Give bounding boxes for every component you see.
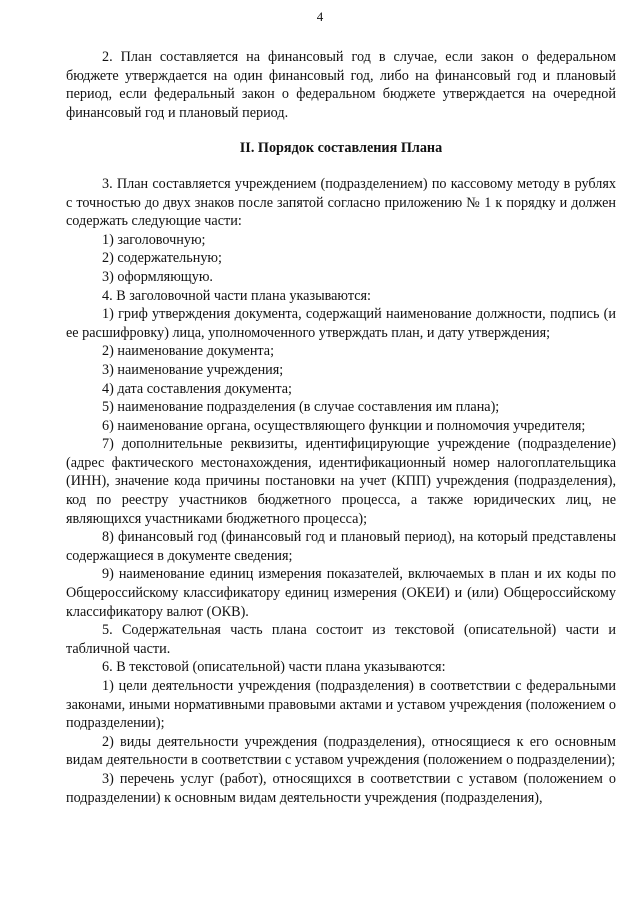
- paragraph-6: 6. В текстовой (описательной) части плана указываются:: [102, 659, 446, 676]
- list-item-content-part: 2) содержательную;: [102, 250, 222, 267]
- paragraph-4: 4. В заголовочной части плана указываются:: [102, 287, 371, 304]
- list-item-measurement-units: 9) наименование единиц измерения показателей, включаемых в план и их коды по Общероссийскому классификатору единиц измерения (ОКЕИ) и (или) Общероссийскому классификатору валют (ОКВ).: [66, 566, 616, 620]
- list-item-subdivision-name: 5) наименование подразделения (в случае составления им плана);: [102, 399, 500, 416]
- list-item-founder-body: 6) наименование органа, осуществляющего функции и полномочия учредителя;: [102, 417, 586, 434]
- paragraph-5: 5. Содержательная часть плана состоит из текстовой (описательной) части и табличной части.: [66, 622, 616, 657]
- list-item-header-part: 1) заголовочную;: [102, 231, 206, 248]
- paragraph-3: 3. План составляется учреждением (подразделением) по кассовому методу в рублях с точностью до двух знаков после запятой согласно приложению № 1 к порядку и должен содержать следующие части:: [66, 175, 616, 230]
- list-item-formalizing-part: 3) оформляющую.: [102, 268, 213, 285]
- section-heading: II. Порядок составления Плана: [239, 140, 443, 157]
- list-item-compilation-date: 4) дата составления документа;: [102, 380, 292, 397]
- list-item-activity-types: 2) виды деятельности учреждения (подразделения), относящиеся к его основным видам деятельности в соответствии с уставом учреждения (положением о подразделении);: [66, 733, 616, 769]
- list-item-approval-stamp: 1) гриф утверждения документа, содержащий наименование должности, подпись (и ее расшифровку) лица, уполномоченного утверждать план, и дату утверждения;: [66, 306, 616, 341]
- list-item-document-name: 2) наименование документа;: [102, 343, 275, 360]
- list-item-activity-goals: 1) цели деятельности учреждения (подразделения) в соответствии с федеральными законами, иными нормативными правовыми актами и уставом учреждения (положением о подразделении);: [66, 678, 616, 732]
- list-item-institution-name: 3) наименование учреждения;: [102, 361, 284, 378]
- paragraph-2: 2. План составляется на финансовый год в случае, если закон о федеральном бюджете утверждается на один финансовый год, либо на финансовый год и плановый период, если федеральный закон о федеральном бюджете утверждается на очередной финансовый год и плановый период.: [66, 49, 616, 121]
- list-item-financial-year: 8) финансовый год (финансовый год и плановый период), на который представлены содержащиеся в документе сведения;: [66, 529, 616, 564]
- page-number: 4: [316, 9, 324, 24]
- list-item-services-list: 3) перечень услуг (работ), относящихся в соответствии с уставом (положением о подразделении) к основным видам деятельности учреждения (подразделения),: [66, 770, 616, 806]
- list-item-additional-details: 7) дополнительные реквизиты, идентифицирующие учреждение (подразделение) (адрес фактического местонахождения, идентификационный номер налогоплательщика (ИНН), значение кода причины постановки на учет (КПП) учреждения (подразделения), код по реестру участников бюджетного процесса, а также юридических лиц, не являющихся участниками бюджетного процесса);: [66, 436, 616, 527]
- document-body: [66, 48, 616, 807]
